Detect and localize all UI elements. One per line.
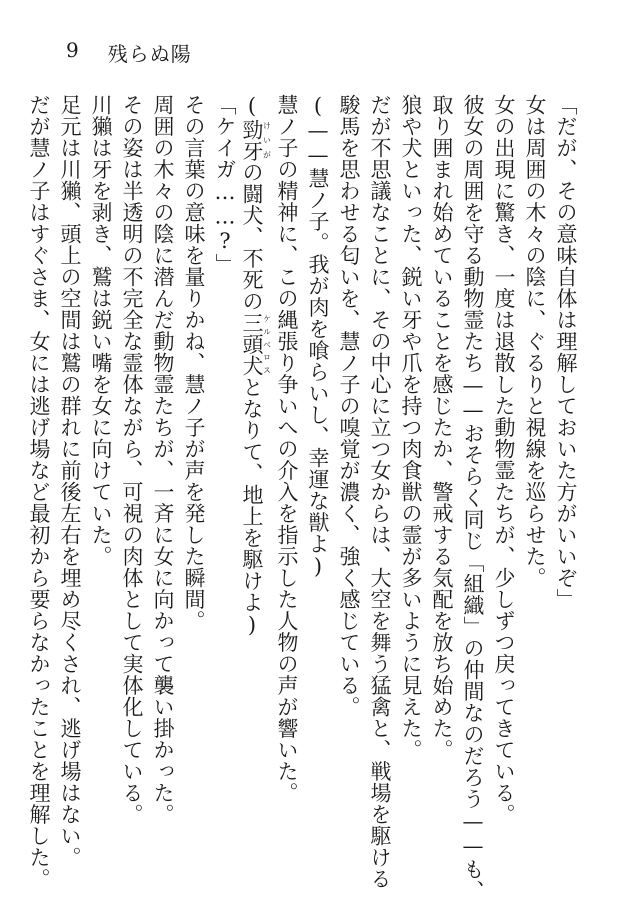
vertical-body-text: [23, 94, 581, 902]
running-header: [66, 38, 192, 67]
text-line-with-ruby: (勁牙けいがの闘犬、不死の三頭犬ケルベロスとなりて、地上を駆けよ): [240, 94, 272, 638]
text-line: 取り囲まれ始めていることを感じたか、警戒する気配を放ち始めた。: [430, 94, 454, 761]
text-line: その言葉の意味を量りかね、慧ノ子が声を発した瞬間。: [182, 94, 206, 632]
text-line: 周囲の木々の陰に潜んだ動物霊たちが、一斉に女に向かって襲い掛かった。: [151, 94, 175, 825]
text-line: 狼や犬といった、鋭い牙や爪を持つ肉食獣の霊が多いように見えた。: [399, 94, 423, 761]
text-line: 足元は川獺、頭上の空間は鷲の群れに前後左右を埋め尽くされ、逃げ場はない。: [58, 94, 82, 868]
text-line: 慧ノ子の精神に、この縄張り争いへの介入を指示した人物の声が響いた。: [275, 94, 299, 804]
chapter-title: 残らぬ陽: [107, 42, 192, 66]
text-line: 女の出現に驚き、一度は退散した動物霊たちが、少しずつ戻ってきている。: [492, 94, 516, 825]
text-line: 女は周囲の木々の陰に、ぐるりと視線を巡らせた。: [523, 94, 547, 589]
text-line: 「ケイガ……?」: [213, 94, 237, 275]
text-line: 川獺は牙を剥き、鷲は鋭い嘴を女に向けていた。: [89, 94, 113, 567]
text-line: (——慧ノ子。我が肉を喰らいし、幸運な獣よ): [306, 94, 330, 579]
text-line: 彼女の周囲を守る動物霊たち——おそらく同じ「組織」の仲間なのだろう——も、: [461, 94, 485, 902]
text-line: 駿馬を思わせる匂いを、慧ノ子の嗅覚が濃く、強く感じている。: [337, 94, 361, 718]
text-line: その姿は半透明の不完全な霊体ながら、可視の肉体として実体化している。: [120, 94, 144, 825]
text-line: 「だが、その意味自体は理解しておいた方がいいぞ」: [554, 94, 578, 610]
ruby-cerberus: 三頭犬ケルベロス: [240, 312, 272, 377]
text-line: だが不思議なことに、その中心に立つ女からは、大空を舞う猛禽と、戦場を駆ける: [368, 94, 392, 890]
ruby-keiga: 勁牙けいが: [240, 118, 272, 162]
text-line: だが慧ノ子はすぐさま、女には逃げ場など最初から要らなかったことを理解した。: [27, 94, 51, 890]
page-number: 9: [66, 38, 80, 62]
